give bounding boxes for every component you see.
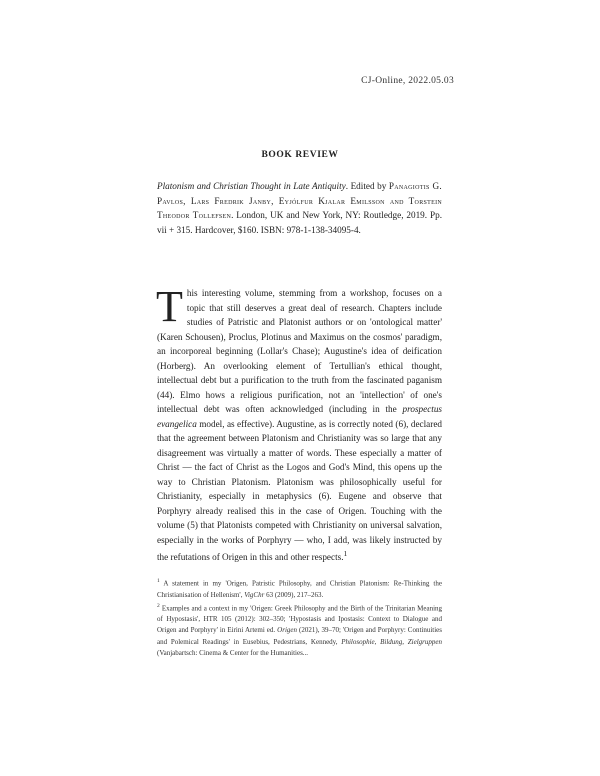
footnote-text: Examples and a context in my 'Origen: Greek Philosophy and the Birth of the Trinitarian Meaning of Hypostasis', HTR 105 (2012): 302–350; 'Hypostasis and Ipostasis: Context to Dialogue and Origen and Porphyry' in Eirini Artemi ed.	[157, 604, 443, 635]
book-title: Platonism and Christian Thought in Late Antiquity	[157, 181, 346, 191]
book-editors: Panagiotis G. Pavlos, Lars Fredrik Janby, Eyjólfur Kjalar Emilsson and Torstein Theodor Tollefsen	[157, 181, 443, 220]
footnote-text: A statement in my 'Origen, Patristic Philosophy, and Christian Platonism: Re-Thinking the Christianisation of Hellenism',	[157, 579, 442, 599]
body-paragraph-1: his interesting volume, stemming from a workshop, focuses on a topic that still deserves a great deal of research. Chapters include studies of Patristic and Platonist authors or on 'ontological matter' (Karen Schousen), Proclus, Plotinus and Maximus on the cosmos' paradigm, an incorporeal beginning (Lollar's Chase); Augustine's idea of deification (Horberg). An overlooking element of Tertullian's ethical thought, intellectual debt but a purification to the truth from the fascinated paganism (44). Elmo hows a religious purification, not an 'intellection' of one's intellectual debt was often acknowledged (including in the	[157, 288, 442, 414]
footnotes	[157, 576, 442, 659]
footnote-marker: 1	[343, 549, 348, 558]
running-head: CJ-Online, 2022.05.03	[361, 76, 454, 86]
footnote-book: Origen	[277, 626, 298, 635]
footnote-2	[157, 601, 442, 659]
footnote-tail: 63 (2009), 217–263.	[264, 590, 324, 599]
body-paragraph-2: model, as effective). Augustine, as is correctly noted (6), declared that the agreement between Platonism and Christianity was so large that any disagreement was virtually a matter of words. These especially a matter of Christ — the fact of Christ as the Logos and God's Mind, this opens up the way to Christian Platonism. Platonism was philosophically useful for Christianity, especially in metaphysics (6). Eugene and observe that Porphyry already realised this in the case of Origen. Touching with the volume (5) that Platonists competed with Christianity on universal salvation, especially in the works of Porphyry — who, I add, was likely instructed by the refutations of Origen in this and other respects.	[157, 418, 442, 563]
edited-by-label: . Edited by	[345, 181, 389, 191]
footnote-number: 1	[157, 578, 160, 584]
drop-cap: T	[156, 282, 183, 331]
footnote-journal: VigChr	[244, 590, 265, 599]
review-body	[156, 282, 442, 565]
book-citation	[157, 179, 442, 237]
footnote-tail: (2021), 39–70; 'Origen and Porphyry: Continuities and Polemical Readings' in Eusebius, Pedestrians, Kennedy,	[157, 626, 443, 646]
section-title: BOOK REVIEW	[261, 150, 339, 160]
body-emphasis: prospectus evangelica	[157, 404, 442, 429]
footnote-tail-2: (Vanjabartsch: Cinema & Center for the Humanities...	[157, 648, 309, 657]
publication-details: . London, UK and New York, NY: Routledge, 2019. Pp. vii + 315. Hardcover, $160. ISBN: 978-1-138-34095-4.	[157, 210, 442, 235]
footnote-number: 2	[157, 602, 160, 609]
footnote-1	[157, 576, 442, 601]
footnote-book-2: Philosophie, Bildung, Zielgruppen	[341, 637, 442, 646]
